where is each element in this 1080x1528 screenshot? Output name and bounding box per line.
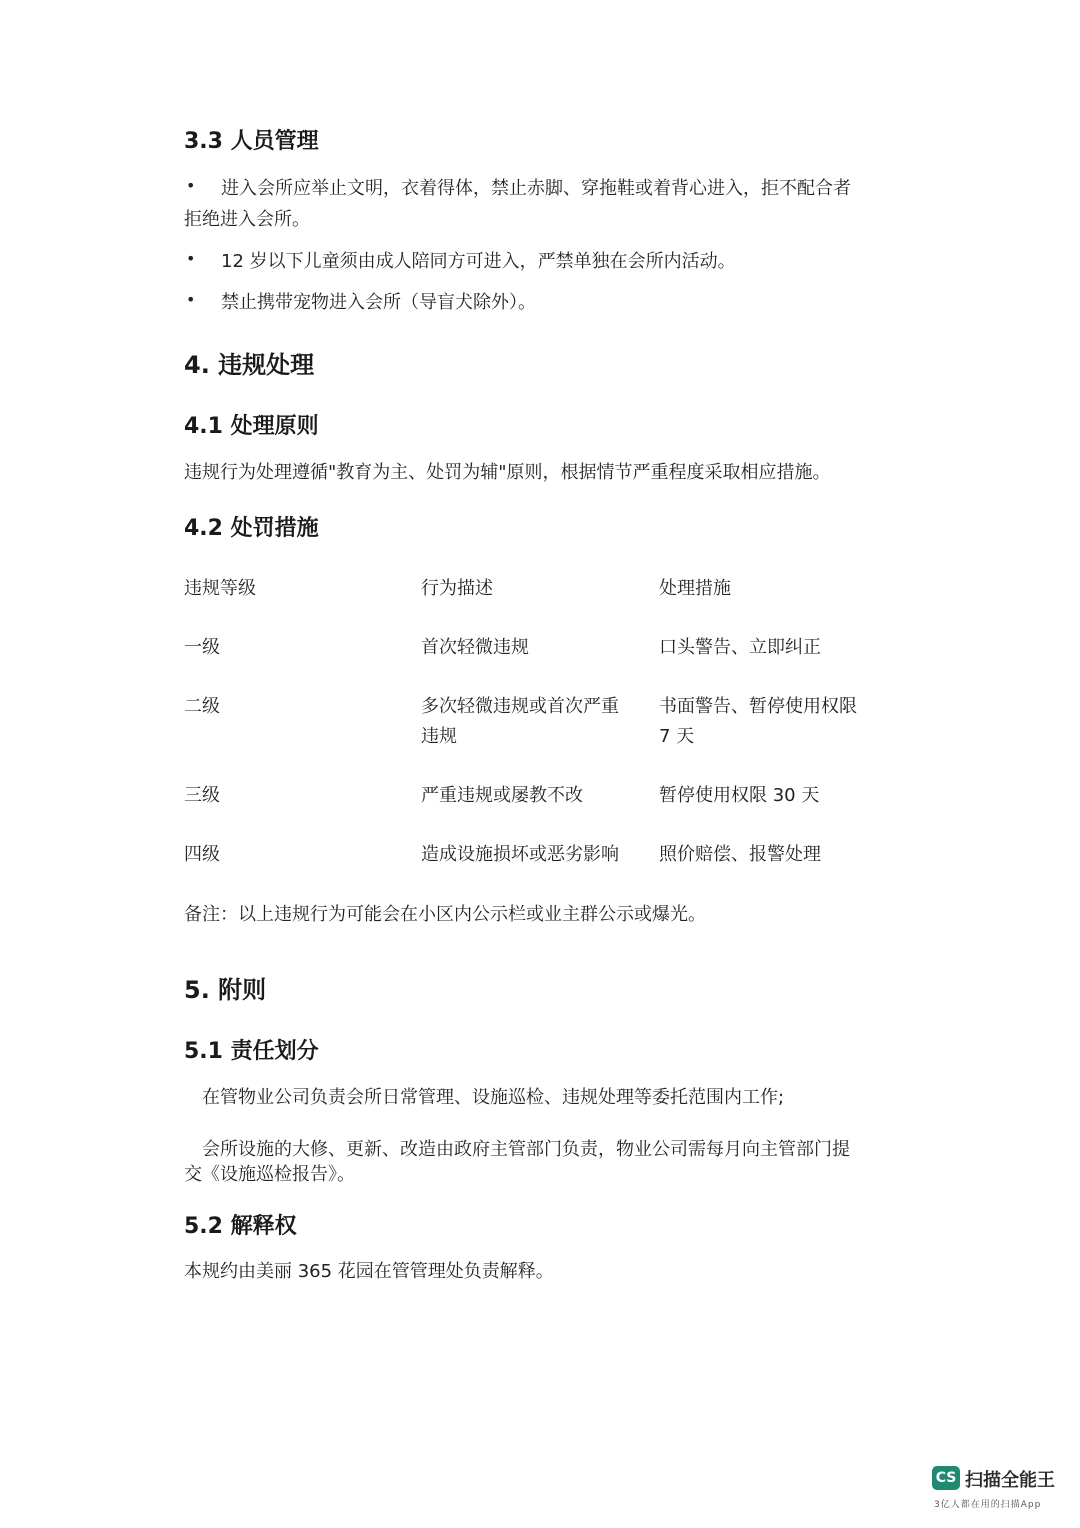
principle-text: 违规行为处理遵循"教育为主、处罚为辅"原则，根据情节严重程度采取相应措施。 [184,462,831,483]
table-cell-action: 书面警告、暂停使用权限 [659,696,857,717]
responsibility-para-1: 在管物业公司负责会所日常管理、设施巡检、违规处理等委托范围内工作; [202,1087,785,1108]
table-cell-level: 一级 [184,637,220,658]
table-cell-level: 三级 [184,785,220,806]
table-cell-description: 严重违规或屡教不改 [421,785,583,806]
table-cell-action: 口头警告、立即纠正 [659,637,821,658]
table-cell-level: 二级 [184,696,220,717]
table-cell-description: 多次轻微违规或首次严重 [421,696,619,717]
bullet-marker: • [186,176,196,195]
table-cell-description-cont: 违规 [421,726,457,747]
heading-5-2: 5.2 解释权 [184,1214,297,1239]
responsibility-para-2-line1: 会所设施的大修、更新、改造由政府主管部门负责，物业公司需每月向主管部门提 [202,1139,850,1160]
table-header-description: 行为描述 [421,578,493,599]
heading-4-2: 4.2 处罚措施 [184,516,319,541]
bullet-marker: • [186,290,196,309]
responsibility-para-2-line2: 交《设施巡检报告》。 [184,1164,355,1185]
heading-3-3: 3.3 人员管理 [184,129,319,154]
table-note: 备注：以上违规行为可能会在小区内公示栏或业主群公示或爆光。 [184,904,706,925]
interpretation-text: 本规约由美丽 365 花园在管管理处负责解释。 [184,1261,554,1282]
watermark-subtitle: 3亿人都在用的扫描App [934,1500,1042,1510]
bullet-item-2: 12 岁以下儿童须由成人陪同方可进入，严禁单独在会所内活动。 [221,251,736,272]
heading-4: 4. 违规处理 [184,351,315,379]
heading-5-1: 5.1 责任划分 [184,1039,319,1064]
table-header-action: 处理措施 [659,578,731,599]
heading-4-1: 4.1 处理原则 [184,414,319,439]
bullet-marker: • [186,249,196,268]
table-cell-level: 四级 [184,844,220,865]
table-cell-description: 首次轻微违规 [421,637,529,658]
table-cell-description: 造成设施损坏或恶劣影响 [421,844,619,865]
heading-5: 5. 附则 [184,976,267,1004]
table-cell-action: 照价赔偿、报警处理 [659,844,821,865]
camscanner-watermark [932,1466,1072,1516]
table-header-level: 违规等级 [184,578,256,599]
table-cell-action-cont: 7 天 [659,726,695,747]
table-cell-action: 暂停使用权限 30 天 [659,785,820,806]
watermark-title: 扫描全能王 [965,1470,1055,1491]
bullet-item-1-line1: 进入会所应举止文明，衣着得体，禁止赤脚、穿拖鞋或着背心进入，拒不配合者 [221,178,851,199]
camscanner-logo-icon: CS [932,1466,960,1490]
bullet-item-3: 禁止携带宠物进入会所（导盲犬除外）。 [221,292,536,313]
bullet-item-1-line2: 拒绝进入会所。 [184,209,310,230]
